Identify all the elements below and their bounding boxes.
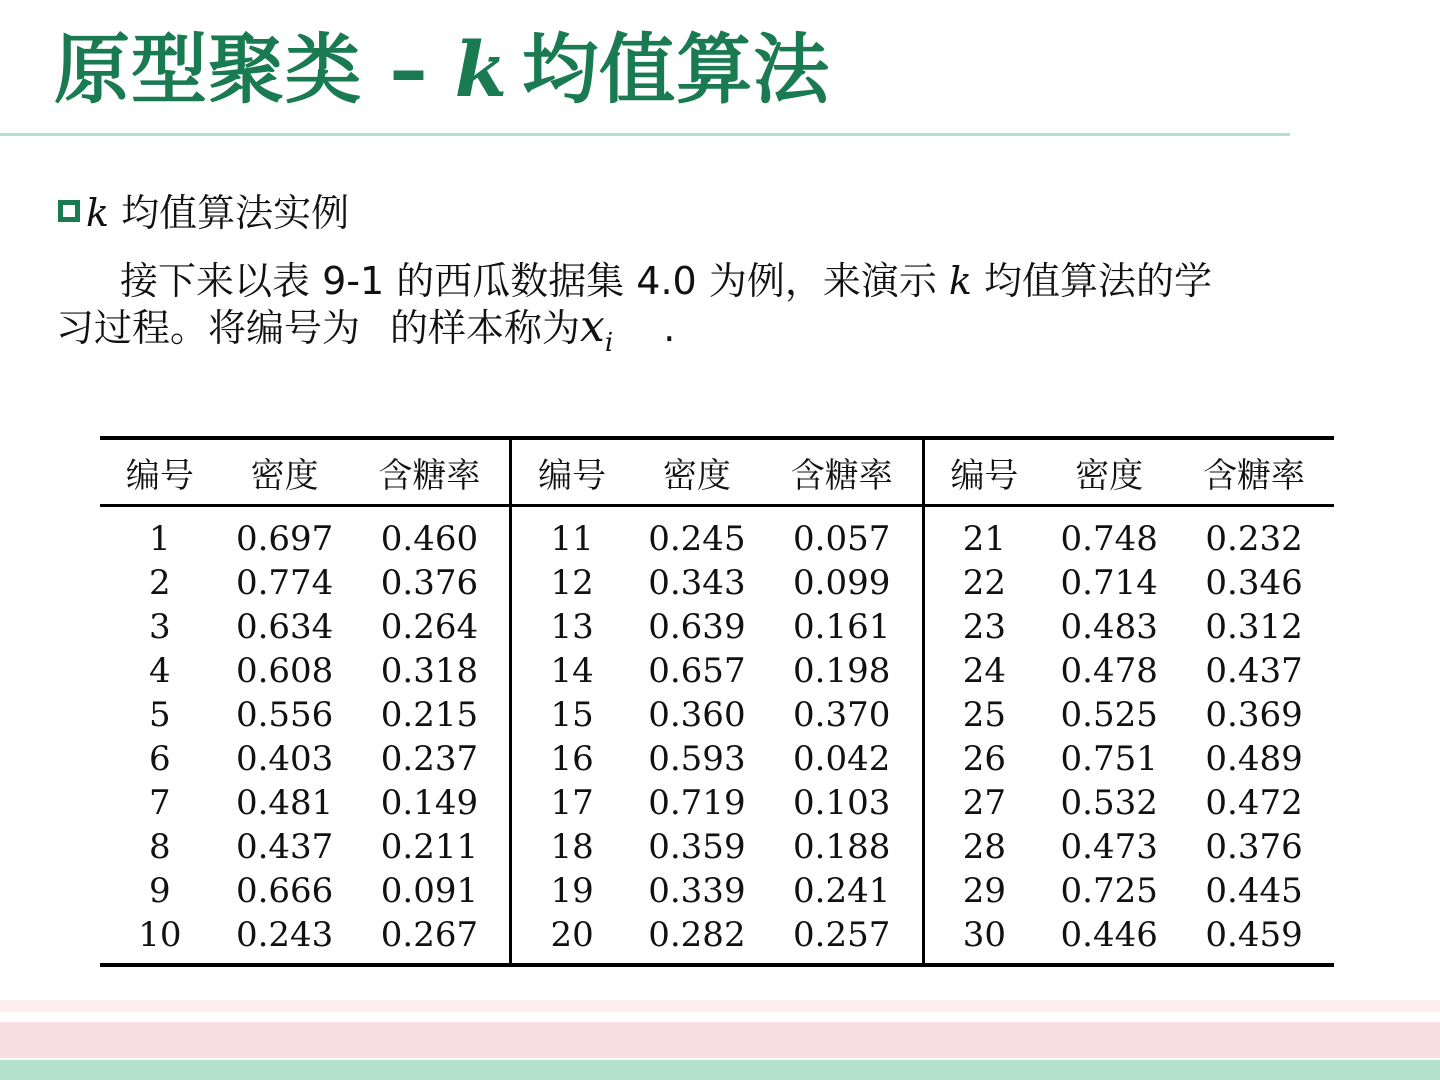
table-cell: 29 [923, 869, 1044, 913]
table-cell: 4 [149, 651, 171, 691]
table-cell: 28 [923, 825, 1044, 869]
table-cell: 0.748 [1060, 519, 1158, 559]
table-row [100, 506, 1334, 562]
table-cell: 0.057 [793, 519, 891, 559]
table-row [100, 693, 1334, 737]
table-cell: 0.346 [1205, 563, 1303, 603]
table-cell: 0.639 [648, 607, 746, 647]
table-row [100, 561, 1334, 605]
table-cell: 7 [149, 783, 171, 823]
table-cell: 0.459 [1174, 913, 1334, 965]
table-cell: 0.725 [1060, 871, 1158, 911]
table-header-cell: 编号 [511, 438, 632, 506]
table-header-row [100, 438, 1334, 506]
table-cell: 6 [149, 739, 171, 779]
table-cell: 0.149 [380, 783, 479, 823]
table-cell: 10 [100, 913, 220, 965]
table-cell: 12 [511, 561, 632, 605]
heading-variable: k [86, 191, 110, 235]
para-line1-text-b: 均值算法的学 [984, 259, 1213, 303]
table-cell: 0.360 [648, 695, 746, 735]
table-cell: 16 [511, 737, 632, 781]
table-cell: 13 [511, 605, 632, 649]
table-cell: 0.483 [1060, 607, 1158, 647]
table-cell: 0.237 [380, 739, 479, 779]
table-cell: 0.042 [793, 739, 891, 779]
table-cell: 0.437 [1205, 651, 1303, 691]
table-cell: 27 [923, 781, 1044, 825]
table-cell: 0.091 [380, 871, 479, 911]
table-cell: 0.198 [793, 651, 891, 691]
table-row [100, 825, 1334, 869]
table-row [100, 605, 1334, 649]
table-cell: 30 [923, 913, 1044, 965]
table-body [100, 506, 1334, 966]
table-row [100, 913, 1334, 965]
para-variable: k [948, 259, 972, 303]
table-cell: 2 [149, 563, 171, 603]
table-header-cell: 含糖率 [1174, 438, 1334, 506]
intro-paragraph [56, 258, 1356, 366]
table-cell: 0.232 [1205, 519, 1303, 559]
table-row [100, 649, 1334, 693]
table-cell: 0.489 [1205, 739, 1303, 779]
table-header-cell: 密度 [632, 438, 762, 506]
math-symbol [580, 301, 614, 358]
square-bullet-icon [58, 200, 80, 222]
para-line1-text-a: 接下来以表 9-1 的西瓜数据集 4.0 为例，来演示 [120, 259, 937, 303]
table-cell: 0.446 [1044, 913, 1174, 965]
table-cell: 17 [511, 781, 632, 825]
section-heading [58, 186, 349, 240]
table-cell: 0.282 [632, 913, 762, 965]
table-cell: 0.243 [220, 913, 350, 965]
table-cell: 0.525 [1060, 695, 1158, 735]
footer-band-pink [0, 1022, 1440, 1058]
table-header-cell: 密度 [1044, 438, 1174, 506]
table-cell: 0.532 [1060, 783, 1158, 823]
slide-title [54, 18, 830, 122]
table-cell: 0.556 [235, 695, 334, 735]
table-cell: 15 [511, 693, 632, 737]
table-cell: 18 [511, 825, 632, 869]
table-row [100, 781, 1334, 825]
table-cell: 0.267 [350, 913, 511, 965]
title-variable: k [454, 25, 509, 114]
table-cell: 0.473 [1060, 827, 1158, 867]
table-cell: 0.099 [793, 563, 891, 603]
table-cell: 3 [149, 607, 171, 647]
table-cell: 0.370 [793, 695, 891, 735]
para-line2-text-b: 的样本称为 [390, 306, 581, 350]
table-cell: 0.241 [793, 871, 891, 911]
table-cell: 0.714 [1060, 563, 1158, 603]
table-cell: 23 [923, 605, 1044, 649]
table-cell: 0.339 [648, 871, 746, 911]
table-cell: 0.188 [793, 827, 891, 867]
table-cell: 0.161 [793, 607, 891, 647]
table-cell: 0.343 [648, 563, 746, 603]
table-cell: 0.359 [648, 827, 746, 867]
table-cell: 26 [923, 737, 1044, 781]
table-row [100, 869, 1334, 913]
table-cell: 0.211 [380, 827, 479, 867]
table-cell: 11 [511, 506, 632, 562]
table-row [100, 737, 1334, 781]
table-cell: 0.445 [1205, 871, 1303, 911]
table-cell: 0.369 [1205, 695, 1303, 735]
table-cell: 25 [923, 693, 1044, 737]
table-cell: 0.215 [380, 695, 479, 735]
table-cell: 20 [511, 913, 632, 965]
math-subscript: i [604, 328, 614, 358]
table-header-cell: 编号 [923, 438, 1044, 506]
table-cell: 0.376 [380, 563, 479, 603]
math-var: x [580, 301, 605, 352]
title-prefix: 原型聚类 – [54, 25, 429, 114]
table-cell: 1 [149, 519, 171, 559]
table-cell: 19 [511, 869, 632, 913]
table-cell: 5 [149, 695, 171, 735]
table-cell: 0.608 [235, 651, 334, 691]
table-cell: 0.312 [1205, 607, 1303, 647]
table-cell: 0.264 [380, 607, 479, 647]
title-suffix: 均值算法 [522, 25, 831, 114]
table-header-cell: 密度 [220, 438, 350, 506]
table-cell: 0.751 [1060, 739, 1158, 779]
table-cell: 0.634 [235, 607, 334, 647]
paragraph-line-1 [56, 258, 1356, 304]
para-line2-end: . [663, 306, 676, 350]
table-cell: 0.245 [648, 519, 746, 559]
table-cell: 0.472 [1205, 783, 1303, 823]
table-cell: 8 [149, 827, 171, 867]
para-line2-text-a: 习过程。将编号为 [56, 306, 361, 350]
table-cell: 0.719 [648, 783, 746, 823]
table-header-cell: 含糖率 [350, 438, 511, 506]
heading-text: 均值算法实例 [121, 191, 350, 235]
table-cell: 0.460 [380, 519, 479, 559]
title-divider [0, 133, 1290, 136]
table-cell: 0.657 [648, 651, 746, 691]
table-cell: 0.666 [235, 871, 334, 911]
table-cell: 0.593 [648, 739, 746, 779]
table-cell: 0.403 [235, 739, 334, 779]
table-cell: 14 [511, 649, 632, 693]
table-cell: 0.437 [235, 827, 334, 867]
table-cell: 0.774 [235, 563, 334, 603]
footer-band-light [0, 1000, 1440, 1012]
table-cell: 0.376 [1205, 827, 1303, 867]
footer-band-green [0, 1060, 1440, 1080]
table-cell: 0.103 [793, 783, 891, 823]
table-cell: 21 [923, 506, 1044, 562]
table-cell: 9 [149, 871, 171, 911]
table-header-cell: 含糖率 [762, 438, 923, 506]
table-cell: 24 [923, 649, 1044, 693]
table-cell: 0.478 [1060, 651, 1158, 691]
table-cell: 0.318 [380, 651, 479, 691]
paragraph-line-2 [56, 301, 1356, 366]
table-cell: 0.481 [235, 783, 334, 823]
table-cell: 0.697 [235, 519, 334, 559]
table-cell: 22 [923, 561, 1044, 605]
table-cell: 0.257 [762, 913, 923, 965]
watermelon-dataset-table [100, 436, 1334, 967]
table-header-cell: 编号 [100, 438, 220, 506]
